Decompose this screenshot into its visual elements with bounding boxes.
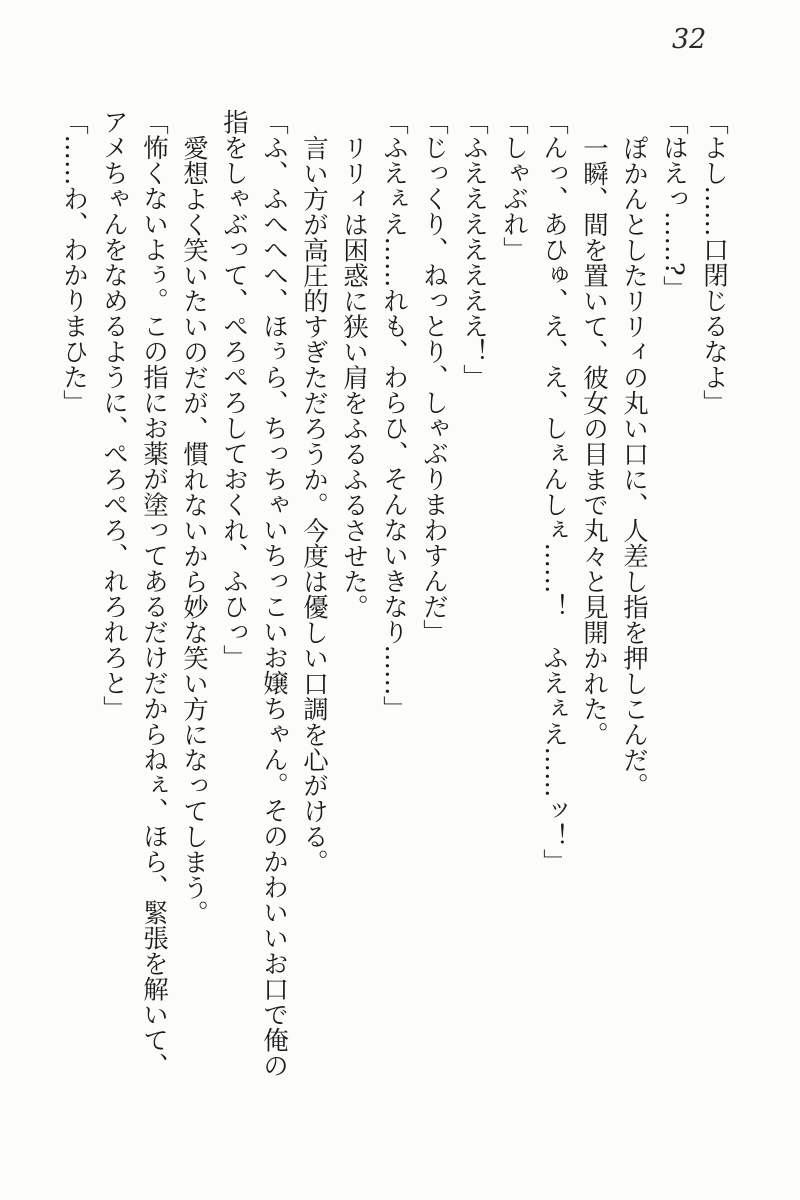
page-text	[54, 109, 734, 1109]
text-line: 「しゃぶれ」	[499, 109, 529, 262]
text-line: 「んっ、あひゅ、え、え、しぇんしぇ……！ ふえぇえ……ッ！」	[539, 109, 569, 874]
text-line: リリィは困惑に狭い肩をふるふるさせた。	[339, 134, 369, 619]
text-line: 愛想よく笑いたいのだが、慣れないから妙な笑い方になってしまう。	[179, 134, 209, 925]
page-number: 32	[672, 24, 707, 55]
text-line: ぽかんとしたリリィの丸い口に、人差し指を押しこんだ。	[619, 134, 649, 798]
text-line: 「ふえぇえ……れも、わらひ、そんないきなり……」	[379, 109, 409, 721]
text-line: 「はえっ……?」	[659, 109, 689, 302]
text-line: 「……わ、わかりまひた」	[59, 109, 89, 415]
text-line: 「ふ、ふへへへ、ほぅら、ちっちゃいちっこいお嬢ちゃん。そのかわいいお口で俺の	[259, 109, 289, 1078]
text-line: 「ふえええええええ！」	[459, 109, 489, 390]
text-line: 「じっくり、ねっとり、しゃぶりまわすんだ」	[419, 109, 449, 645]
text-line: 指をしゃぶって、ぺろぺろしておくれ、ふひっ」	[219, 109, 249, 670]
text-line: 「怖くないよぅ。この指にお薬が塗ってあるだけだからねぇ、ほら、緊張を解いて、	[139, 109, 169, 1078]
text-line: 言い方が高圧的すぎただろうか。今度は優しい口調を心がける。	[299, 134, 329, 874]
text-line: アメちゃんをなめるように、ぺろぺろ、れろれろと」	[99, 109, 129, 721]
text-line: 「よし……口閉じるなよ」	[699, 109, 729, 415]
text-line: 一瞬、間を置いて、彼女の目まで丸々と見開かれた。	[579, 134, 609, 747]
